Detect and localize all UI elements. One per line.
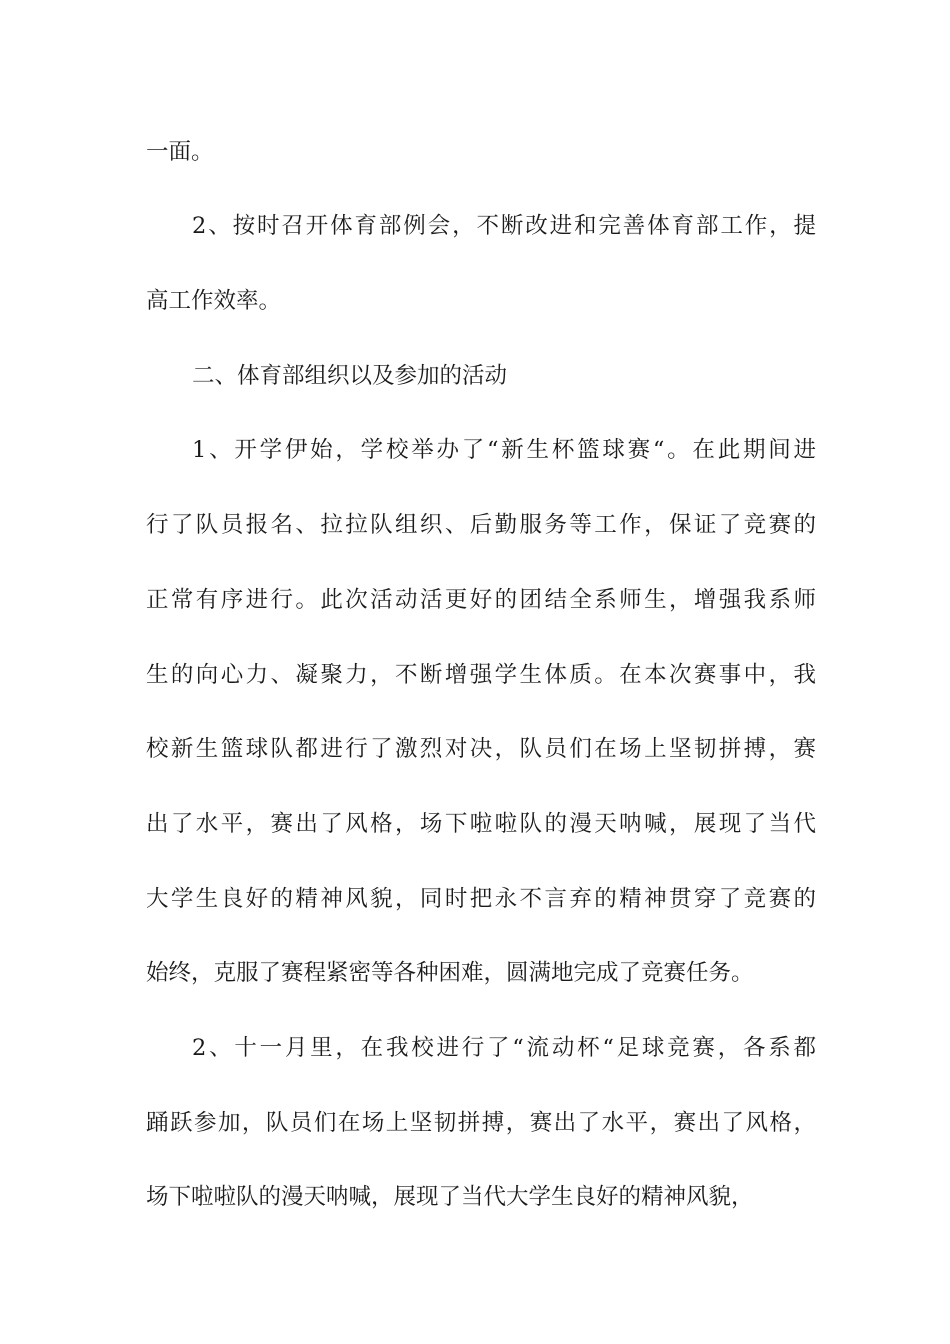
text-line: 出了水平，赛出了风格，场下啦啦队的漫天呐喊，展现了当代 (146, 811, 816, 837)
text-line: 2、十一月里，在我校进行了“流动杯“足球竞赛，各系都 (192, 1035, 816, 1061)
text-line: 正常有序进行。此次活动活更好的团结全系师生，增强我系师 (146, 587, 816, 613)
text-line: 1、开学伊始，学校举办了“新生杯篮球赛“。在此期间进 (192, 437, 816, 463)
text-line: 大学生良好的精神风貌，同时把永不言弃的精神贯穿了竞赛的 (146, 886, 816, 912)
text-line: 场下啦啦队的漫天呐喊，展现了当代大学生良好的精神风貌， (146, 1184, 754, 1210)
text-line: 一面。 (146, 139, 214, 165)
text-line: 行了队员报名、拉拉队组织、后勤服务等工作，保证了竞赛的 (146, 512, 816, 538)
text-line: 生的向心力、凝聚力，不断增强学生体质。在本次赛事中，我 (146, 662, 816, 688)
text-line: 始终，克服了赛程紧密等各种困难，圆满地完成了竞赛任务。 (146, 960, 754, 986)
text-line: 2、按时召开体育部例会，不断改进和完善体育部工作，提 (192, 213, 816, 239)
text-line: 校新生篮球队都进行了激烈对决，队员们在场上坚韧拼搏，赛 (146, 736, 816, 762)
section-heading: 二、体育部组织以及参加的活动 (192, 363, 508, 389)
text-line: 踊跃参加，队员们在场上坚韧拼搏，赛出了水平，赛出了风格， (146, 1110, 816, 1136)
text-line: 高工作效率。 (146, 288, 282, 314)
